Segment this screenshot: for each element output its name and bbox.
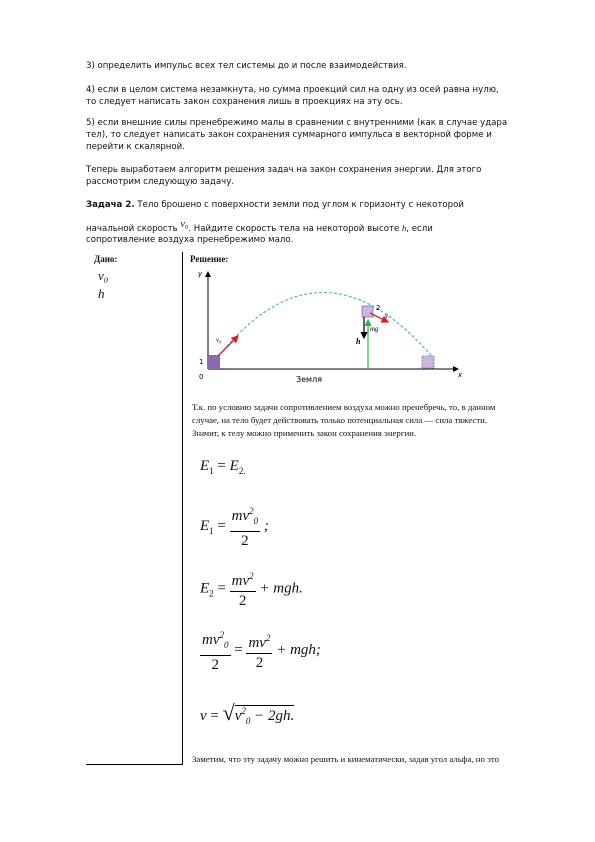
v0-label: v₀	[216, 336, 222, 344]
eq4-num2: mv	[248, 634, 266, 651]
task-text-b: . Найдите скорость тела на некоторой высоте	[188, 224, 402, 234]
eq3-lhs-sub: 2	[209, 588, 214, 599]
solution-text-line2: случае, на тело будет действовать только потенциальная сила — сила тяжести.	[192, 415, 488, 425]
task-line3: сопротивление воздуха пренебрежимо мало.	[86, 235, 294, 245]
eq5-rad-a: v	[234, 708, 242, 724]
task-text-a: начальной скорость	[86, 224, 181, 234]
eq2-num-sub: 0	[253, 516, 259, 526]
equation-e2	[200, 567, 303, 611]
given-v0: v₀	[98, 268, 109, 283]
table-divider-horizontal	[86, 764, 182, 765]
equation-combined	[200, 626, 321, 675]
list-item-5-line2: тел), то следует написать закон сохранения суммарного импульса в векторной форме и	[86, 130, 492, 140]
point-1-label: 1	[199, 358, 204, 366]
eq1-lhs-sub: 1	[209, 466, 214, 476]
eq3-tail: + mgh.	[255, 580, 303, 597]
eq1-lhs: E	[200, 458, 210, 474]
equation-result	[200, 700, 294, 726]
equation-energy-conservation	[200, 458, 246, 476]
list-item-4-line2: то следует написать закон сохранения лишь в проекциях на эту ось.	[86, 97, 403, 107]
list-item-5-line3: перейти к скалярной.	[86, 142, 185, 152]
mg-label: mg	[370, 325, 379, 333]
eq4-num1-sup: 2	[219, 630, 224, 640]
eq2-eq: =	[213, 517, 230, 534]
task-text-c: , если	[406, 224, 433, 234]
solution-footer: Заметим, что эту задачу можно решить и кинематически, задав угол альфа, но это	[192, 754, 499, 764]
solution-text-line1: Т.к. по условию задачи сопротивлением воздуха можно пренебречь, то, в данном	[192, 402, 496, 412]
eq2-lhs-sub: 1	[209, 525, 214, 536]
eq3-fraction	[230, 567, 256, 611]
eq5-rad-b: − 2gh.	[250, 708, 295, 724]
v0-inline: v₀	[180, 219, 189, 230]
eq4-num1: mv	[202, 632, 220, 648]
eq5-lhs: v	[200, 708, 207, 724]
eq4-den2: 2	[255, 654, 264, 671]
x-axis-label: x	[458, 371, 463, 379]
eq5-radicand	[235, 705, 295, 724]
equation-e1	[200, 502, 269, 551]
solution-text-line3: Значит, к телу можно применить закон сохранения энергии.	[192, 428, 417, 438]
task-line1	[86, 199, 556, 211]
eq4-num2-sup: 2	[265, 632, 271, 643]
v-label: v	[385, 312, 389, 320]
task-label: Задача 2.	[86, 200, 135, 210]
list-item-4-line1: 4) если в целом система незамкнута, но сумма проекций сил на одну из осей равна нулю,	[86, 85, 499, 95]
eq3-lhs: E	[200, 580, 210, 597]
sqrt-icon: √	[222, 700, 235, 725]
eq3-eq: =	[213, 580, 230, 597]
eq4-den1: 2	[211, 657, 219, 673]
eq4-fraction-right	[246, 629, 272, 673]
eq1-eq: =	[213, 458, 230, 474]
eq2-lhs: E	[200, 517, 210, 534]
paragraph-line1: Теперь выработаем алгоритм решения задач на закон сохранения энергии. Для этого	[86, 165, 482, 175]
point-2-label: 2	[376, 304, 381, 312]
eq1-rhs-sub: 2.	[238, 466, 246, 476]
projectile-figure	[190, 264, 470, 394]
trajectory-curve	[214, 292, 435, 362]
eq2-tail: ;	[260, 517, 269, 534]
eq4-fraction-left	[200, 626, 231, 675]
origin-label: 0	[199, 373, 204, 381]
eq2-num: mv	[231, 508, 250, 524]
eq4-tail: + mgh;	[272, 641, 321, 658]
list-item-3: 3) определить импульс всех тел системы до и после взаимодействия.	[86, 61, 407, 71]
given-h: h	[98, 286, 105, 301]
list-item-5-line1: 5) если внешние силы пренебрежимо малы в сравнении с внутренними (как в случае удара	[86, 118, 508, 128]
y-axis-label: y	[198, 270, 203, 278]
eq2-fraction	[230, 502, 261, 551]
h-inline: h	[401, 223, 407, 233]
eq2-num-sup: 2	[249, 506, 254, 516]
eq5-rad-sup: 2	[241, 706, 246, 716]
body-start	[208, 355, 220, 369]
eq4-num1-sub: 0	[224, 640, 229, 650]
paragraph-line2: рассмотрим следующую задачу.	[86, 177, 235, 187]
eq3-num: mv	[231, 573, 250, 589]
eq1-rhs: E	[229, 458, 239, 474]
eq4-eq: =	[230, 641, 247, 658]
solution-title: Решение:	[190, 254, 229, 264]
eq5-rad-sub: 0	[245, 716, 251, 726]
task-text: Тело брошено с поверхности земли под углом к горизонту с некоторой	[134, 200, 464, 210]
table-divider-vertical	[182, 252, 183, 765]
body-point-2	[362, 306, 373, 317]
eq5-eq: =	[206, 708, 223, 724]
eq3-num-sup: 2	[249, 571, 254, 581]
eq2-den: 2	[241, 533, 249, 549]
given-title: Дано:	[94, 254, 118, 264]
body-landing	[422, 356, 434, 368]
given-column	[86, 252, 181, 764]
ground-label: Земля	[296, 375, 323, 384]
h-label: h	[356, 337, 361, 346]
eq3-den: 2	[238, 593, 247, 609]
